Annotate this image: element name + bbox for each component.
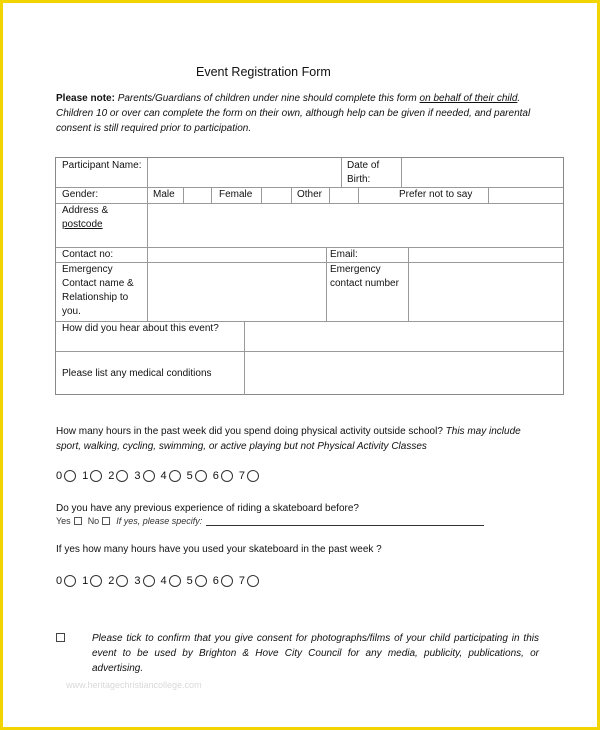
activity-option-5[interactable] <box>187 470 207 482</box>
activity-option-0[interactable] <box>56 470 76 482</box>
skateboard-hours-scale <box>56 573 265 589</box>
note-underlined: on behalf of their child <box>419 93 518 104</box>
note-text-1: Parents/Guardians of children under nine should complete this form <box>117 93 420 104</box>
no-checkbox[interactable] <box>102 517 110 525</box>
activity-option-label: 1 <box>82 470 89 482</box>
activity-option-1[interactable] <box>82 470 102 482</box>
radio-circle[interactable] <box>221 575 233 587</box>
radio-circle[interactable] <box>90 470 102 482</box>
radio-circle[interactable] <box>116 575 128 587</box>
specify-label: If yes, please specify: <box>116 516 203 526</box>
activity-option-label: 4 <box>160 470 167 482</box>
activity-option-3[interactable] <box>134 470 154 482</box>
radio-circle[interactable] <box>247 575 259 587</box>
skate-hours-option-label: 7 <box>238 575 245 587</box>
contact-no-label: Contact no: <box>62 249 114 260</box>
skate-hours-option-label: 1 <box>82 575 89 587</box>
activity-option-label: 5 <box>186 470 193 482</box>
radio-circle[interactable] <box>247 470 259 482</box>
email-label: Email: <box>330 249 358 260</box>
gender-prefer-not-box[interactable] <box>489 187 562 203</box>
activity-option-label: 2 <box>108 470 115 482</box>
radio-circle[interactable] <box>169 575 181 587</box>
watermark: www.heritagechristiancollege.com <box>66 680 202 690</box>
skate-hours-option-label: 2 <box>108 575 115 587</box>
consent-text: Please tick to confirm that you give consent for photographs/films of your child participating in this event to be used by Brighton & Hove City Council for any media, publicity, publications, or advertising. <box>92 633 539 674</box>
participant-table <box>55 157 564 395</box>
skate-hours-option-label: 3 <box>134 575 141 587</box>
activity-option-label: 0 <box>56 470 63 482</box>
activity-option-label: 3 <box>134 470 141 482</box>
email-field[interactable] <box>409 247 562 262</box>
activity-option-label: 7 <box>238 470 245 482</box>
skate-hours-option-0[interactable] <box>56 575 76 587</box>
radio-circle[interactable] <box>195 470 207 482</box>
activity-scale <box>56 468 265 484</box>
radio-circle[interactable] <box>90 575 102 587</box>
skate-hours-option-6[interactable] <box>213 575 233 587</box>
radio-circle[interactable] <box>64 470 76 482</box>
gender-female-box[interactable] <box>262 187 290 203</box>
skate-hours-option-5[interactable] <box>187 575 207 587</box>
note-label: Please note: <box>56 93 115 104</box>
skate-hours-option-4[interactable] <box>161 575 181 587</box>
radio-circle[interactable] <box>116 470 128 482</box>
radio-circle[interactable] <box>143 470 155 482</box>
medical-field[interactable] <box>245 351 562 394</box>
address-label: Address & postcode <box>62 205 109 230</box>
skate-hours-option-label: 4 <box>160 575 167 587</box>
activity-option-7[interactable] <box>239 470 259 482</box>
gender-female: Female <box>219 189 253 200</box>
question-activity-text: How many hours in the past week did you spend doing physical activity outside school? <box>56 426 443 437</box>
yes-label: Yes <box>56 516 71 526</box>
emergency-number-label: Emergency contact number <box>330 264 399 289</box>
specify-field[interactable] <box>206 517 484 526</box>
activity-option-label: 6 <box>212 470 219 482</box>
skate-hours-option-7[interactable] <box>239 575 259 587</box>
question-skateboard: Do you have any previous experience of riding a skateboard before? <box>56 503 359 514</box>
skate-hours-option-2[interactable] <box>108 575 128 587</box>
emergency-contact-label: Emergency Contact name & Relationship to you. <box>62 264 134 317</box>
yes-checkbox[interactable] <box>74 517 82 525</box>
participant-name-label: Participant Name: <box>62 160 142 171</box>
skate-hours-option-label: 5 <box>186 575 193 587</box>
gender-male-box[interactable] <box>184 187 210 203</box>
skate-hours-option-label: 0 <box>56 575 63 587</box>
gender-label: Gender: <box>62 189 99 200</box>
skate-hours-option-1[interactable] <box>82 575 102 587</box>
radio-circle[interactable] <box>169 470 181 482</box>
skate-hours-option-label: 6 <box>212 575 219 587</box>
gender-other-box[interactable] <box>330 187 357 203</box>
medical-label: Please list any medical conditions <box>62 368 212 379</box>
activity-option-2[interactable] <box>108 470 128 482</box>
dob-label: Date of Birth: <box>347 160 380 185</box>
radio-circle[interactable] <box>143 575 155 587</box>
gender-other: Other <box>297 189 323 200</box>
gender-prefer-not: Prefer not to say <box>399 189 473 200</box>
question-activity <box>56 424 544 454</box>
participant-name-field[interactable] <box>148 158 340 187</box>
radio-circle[interactable] <box>64 575 76 587</box>
contact-no-field[interactable] <box>148 247 325 262</box>
consent-checkbox[interactable] <box>56 633 65 642</box>
address-field[interactable] <box>148 203 562 247</box>
gender-male: Male <box>153 189 175 200</box>
activity-option-6[interactable] <box>213 470 233 482</box>
skateboard-yes-no <box>56 516 484 526</box>
emergency-number-field[interactable] <box>409 262 562 321</box>
radio-circle[interactable] <box>221 470 233 482</box>
question-skateboard-hours: If yes how many hours have you used your skateboard in the past week ? <box>56 544 382 555</box>
activity-option-4[interactable] <box>161 470 181 482</box>
no-label: No <box>87 516 100 526</box>
form-title: Event Registration Form <box>196 65 331 79</box>
hear-about-field[interactable] <box>245 321 562 351</box>
note-text-2: . Children 10 or over can complete the form on their own, although help can be given if needed, and parental consent is still required prior to participation. <box>56 93 531 134</box>
please-note <box>56 91 546 136</box>
emergency-contact-field[interactable] <box>148 262 325 321</box>
skate-hours-option-3[interactable] <box>134 575 154 587</box>
question-activity-hint: This may include sport, walking, cycling, swimming, or active playing but not Physical Activity Classes <box>56 426 521 452</box>
hear-about-label: How did you hear about this event? <box>62 323 219 334</box>
postcode-label: postcode <box>62 219 103 230</box>
dob-field[interactable] <box>402 158 562 187</box>
radio-circle[interactable] <box>195 575 207 587</box>
